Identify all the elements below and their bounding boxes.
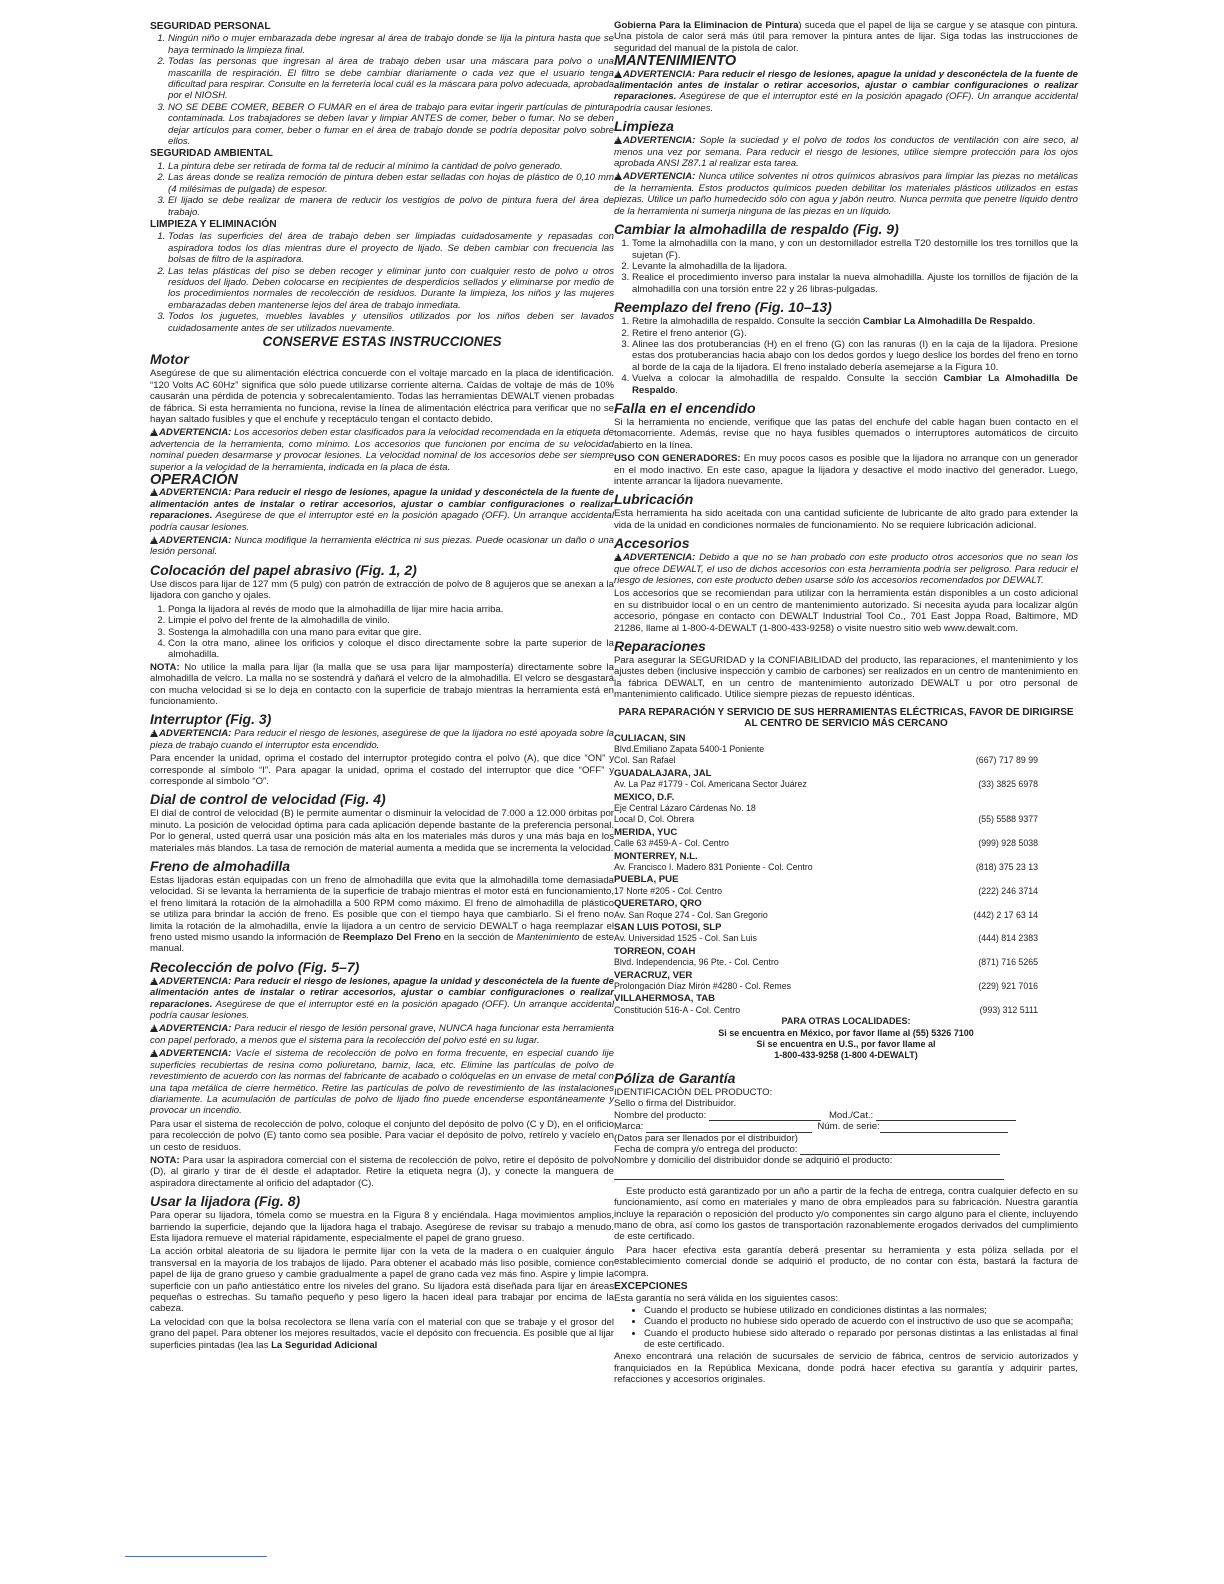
service-center-row [614, 862, 1078, 873]
marca-field[interactable] [646, 1123, 812, 1133]
papel-steps [150, 604, 614, 661]
cambiar-steps [614, 238, 1078, 295]
recoleccion-warning-1: !ADVERTENCIA: Para reducir el riesgo de lesiones, apague la unidad y desconéctela de la fuente de alimentación antes de instalar o retirar accesorios, ajustar o cambiar configuraciones o realizar reparaciones. Asegúrese de que el interruptor esté en la posición apagado (OFF). Un arranque accidental podría causar lesiones. [150, 976, 614, 1022]
limpieza-warning-1: !ADVERTENCIA: Sople la suciedad y el polvo de todos los conductos de ventilación con aire seco, al menos una vez por semana. Para reducir el riesgo de lesiones, utilice siempre protección para los ojos aprobada ANSI Z87.1 al realizar esta tarea. [614, 135, 1078, 169]
excepciones-list [614, 1305, 1078, 1351]
service-center-address: Av. La Paz #1779 - Col. Americana Sector Juárez [614, 779, 807, 790]
falla-paragraph: Si la herramienta no enciende, verifique que las patas del enchufe del cable hagan buen contacto en el tomacorriente. Además, revise que no haya fusibles quemados o interruptores automáticos de circuito abierto en la línea. [614, 416, 1078, 451]
service-center-phone: (33) 3825 6978 [978, 779, 1038, 790]
poliza-nombre-row: Nombre del producto: Mod./Cat.: [614, 1110, 1078, 1121]
service-center-address: Blvd.Emiliano Zapata 5400-1 Poniente [614, 743, 765, 754]
warning-icon [150, 1024, 158, 1032]
service-center-address: Eje Central Lázaro Cárdenas No. 18 [614, 802, 756, 813]
service-center [614, 922, 1078, 945]
warning-icon [614, 553, 622, 561]
service-center-row [614, 910, 1078, 921]
dial-paragraph: El dial de control de velocidad (B) le permite aumentar o disminuir la velocidad de 7.000 a 12.000 órbitas por minuto. La posición de velocidad óptima para cada aplicación depende bastante de la preferencia personal. Por lo general, usted querrá usar una posición más alta en los materiales más duros y una más baja en los materiales más blandos. La tasa de remoción de material aumenta a medida que se incrementa la velocidad. [150, 808, 614, 854]
service-center [614, 993, 1078, 1016]
operacion-warning-2: !ADVERTENCIA: Nunca modifique la herramienta eléctrica ni sus piezas. Puede ocasionar un daño o una lesión personal. [150, 535, 614, 558]
service-center-city: MONTERREY, N.L. [614, 850, 698, 862]
motor-heading: Motor [150, 351, 189, 368]
mod-cat-field[interactable] [876, 1111, 1016, 1121]
service-center-phone: (442) 2 17 63 14 [973, 909, 1038, 920]
accesorios-heading: Accesorios [614, 535, 690, 552]
service-center [614, 827, 1078, 850]
service-center-address: 17 Norte #205 - Col. Centro [614, 885, 723, 896]
interruptor-paragraph: Para encender la unidad, oprima el costado del interruptor protegido contra el polvo (A), que dice “ON” y corresponde al símbolo “I”. Para apagar la unidad, oprima el costado del interruptor que dice “OFF” y corresponde al símbolo “O”. [150, 753, 614, 787]
service-center-city: VERACRUZ, VER [614, 969, 693, 981]
recoleccion-warning-2: !ADVERTENCIA: Para reducir el riesgo de lesión personal grave, NUNCA haga funcionar esta herramienta con papel perforado, a menos que el sistema para la recolección del polvo esté en su lugar. [150, 1023, 614, 1046]
list-item: 1. La pintura debe ser retirada de forma tal de reducir al mínimo la cantidad de polvo generado. [168, 161, 614, 172]
poliza-fecha-row: Fecha de compra y/o entrega del producto: [614, 1144, 1078, 1155]
service-center-address: Av. Universidad 1525 - Col. San Luis [614, 933, 757, 944]
limpieza-heading: Limpieza [614, 118, 674, 135]
usar-paragraph-3: La velocidad con que la bolsa recolectora se llena varía con el material con que se trabaje y el grosor del grano del papel. Para obtener los mejores resultados, vacíe el depósito con frecuencia. Es posible que al lijar superficies pintadas (lea las La Seguridad Adicional [150, 1316, 614, 1351]
service-center [614, 874, 1078, 897]
mantenimiento-warning: !ADVERTENCIA: Para reducir el riesgo de lesiones, apague la unidad y desconéctela de la fuente de alimentación antes de instalar o retirar accesorios, ajustar o cambiar configuraciones o realizar reparaciones. Asegúrese de que el interruptor esté en la posición apagado (OFF). Un arranque accidental podría causar lesiones. [614, 69, 1078, 115]
limpieza-warning-2: !ADVERTENCIA: Nunca utilice solventes ni otros químicos abrasivos para limpiar las piezas no metálicas de la herramienta. Estos productos químicos pueden debilitar los materiales plásticos utilizados en estas piezas. Utilice un paño humedecido sólo con agua y jabón neutro. Nunca permita que penetre líquido dentro de la herramienta ni sumerja ninguna de las piezas en un líquido. [614, 171, 1078, 217]
continuation-paragraph: Gobierna Para la Eliminacion de Pintura) suceda que el papel de lija se cargue y se atasque con pintura. Una pistola de calor será más útil para remover la pintura antes de lijar. Siga todas las instrucciones de seguridad del manual de la pistola de calor. [614, 20, 1078, 54]
service-center-city: QUERETARO, QRO [614, 898, 702, 910]
accesorios-paragraph: Los accesorios que se recomiendan para utilizar con la herramienta están disponibles a un costo adicional en su distribuidor local o en un centro de mantenimiento autorizado. Si necesita ayuda para localizar algún accesorio, póngase en contacto con DEWALT Industrial Tool Co., 701 East Joppa Road, Baltimore, MD 21286, llame al 1-800-4-DEWALT (1-800-433-9258) o visite nuestro sitio web www.dewalt.com. [614, 588, 1078, 634]
list-item: 2. Limpie el polvo del frente de la almohadilla de vinilo. [168, 615, 614, 626]
service-center-row [614, 838, 1078, 849]
service-center-city: CULIACAN, SIN [614, 732, 686, 744]
excepciones-heading: EXCEPCIONES [614, 1280, 688, 1292]
garantia-paragraph-1: Este producto está garantizado por un año a partir de la fecha de entrega, contra cualquier defecto en su funcionamiento, así como en materiales y mano de obra empleados para su fabricación. Nuestra garantía incluye la reparación o reposición del producto y/o componentes sin cargo alguno para el cliente, incluyendo mano de obra, así como los gastos de transportación razonablemente erogados derivados del cumplimiento de este certificado. [614, 1185, 1078, 1243]
poliza-datos: (Datos para ser llenados por el distribuidor) [614, 1132, 798, 1144]
service-center-address: Av. Francisco I. Madero 831 Poniente - Col. Centro [614, 861, 813, 872]
reparaciones-heading: Reparaciones [614, 638, 706, 655]
poliza-id: IDENTIFICACIÓN DEL PRODUCTO: [614, 1086, 773, 1098]
warning-icon [150, 977, 158, 985]
list-item: 2. Las áreas donde se realiza remoción de pintura deben estar selladas con hojas de plástico de 0,10 mm (4 milésimas de pulgada) de espesor. [168, 172, 614, 195]
recoleccion-warning-3: !ADVERTENCIA: Vacíe el sistema de recolección de polvo en forma frecuente, en especial cuando lije superficies recubiertas de resina como poliuretano, barniz, laca, etc. Elimine las partículas de polvo de revestimiento de acuerdo con las normas del fabricante de acabado o colóquelas en un envase de metal con una tapa metálica de cierre hermético. Retire las partículas de polvo de revestimiento de las instalaciones diariamente. La acumulación de partículas de polvo de lijado fino puede encenderse espontáneamente y provocar un incendio. [150, 1048, 614, 1116]
usar-paragraph-1: Para operar su lijadora, tómela como se muestra en la Figura 8 y enciéndala. Haga movimientos amplios, barriendo la superficie, dejando que la lijadora haga el trabajo. Asegúrese de revisar su trabajo a menudo. Esta lijadora remueve el material rápidamente, especialmente el papel de grano grueso. [150, 1210, 614, 1244]
service-centers-list [614, 733, 1078, 1017]
service-center-row [614, 755, 1078, 766]
poliza-marca-row: Marca: Núm. de serie: [614, 1121, 1078, 1132]
poliza-sello: Sello o firma del Distribuidor. [614, 1098, 737, 1110]
service-center-city: PUEBLA, PUE [614, 874, 679, 886]
domicilio-field[interactable] [614, 1179, 1004, 1180]
service-center-city: GUADALAJARA, JAL [614, 767, 712, 779]
service-center [614, 970, 1078, 993]
service-center [614, 946, 1078, 969]
papel-nota: NOTA: No utilice la malla para lijar (la malla que se usa para lijar mampostería) directamente sobre la almohadilla de velcro. La malla no se sostendrá y dañará el velcro de la almohadilla. El velcro se desgastará con mucha velocidad si se lo deja en contacto con la superficie de trabajo mientras la herramienta está en funcionamiento. [150, 661, 614, 707]
service-center-row [614, 957, 1078, 968]
list-item: 3. Todos los juguetes, muebles lavables y utensilios utilizados por los niños deben ser lavados cuidadosamente antes de ser utilizados nuevamente. [168, 311, 614, 334]
service-center-city: VILLAHERMOSA, TAB [614, 993, 716, 1005]
warning-icon [150, 488, 158, 496]
service-center-address: Calle 63 #459-A - Col. Centro [614, 838, 729, 849]
service-center-phone: (55) 5588 9377 [978, 814, 1038, 825]
warning-icon [150, 536, 158, 544]
service-center-address: Prolongación Díaz Mirón #4280 - Col. Remes [614, 981, 791, 992]
service-center-city: MEXICO, D.F. [614, 791, 675, 803]
list-item: 4. Con la otra mano, alinee los orificios y coloque el disco directamente sobre la parte superior de la almohadilla. [168, 638, 614, 661]
list-item: 2. Levante la almohadilla de la lijadora. [632, 261, 1078, 272]
excepciones-intro: Esta garantía no será válida en los siguientes casos: [614, 1293, 838, 1305]
warning-icon [614, 172, 622, 180]
service-center-row [614, 1005, 1078, 1016]
otras-localidades: PARA OTRAS LOCALIDADES: [781, 1016, 911, 1027]
service-center-address: Local D, Col. Obrera [614, 814, 695, 825]
service-center-row [614, 886, 1078, 897]
service-center [614, 898, 1078, 921]
list-item: 4. Vuelva a colocar la almohadilla de respaldo. Consulte la sección Cambiar La Almohadilla De Respaldo. [632, 373, 1078, 396]
reemplazo-freno-heading: Reemplazo del freno (Fig. 10–13) [614, 299, 832, 316]
list-item: 3. Realice el procedimiento inverso para instalar la nueva almohadilla. Ajuste los tornillos de fijación de la almohadilla con una torsión entre 22 y 26 libras-pulgadas. [632, 272, 1078, 295]
recoleccion-heading: Recolección de polvo (Fig. 5–7) [150, 958, 360, 975]
dial-heading: Dial de control de velocidad (Fig. 4) [150, 791, 386, 808]
num-serie-field[interactable] [880, 1123, 1008, 1133]
nombre-producto-field[interactable] [709, 1111, 821, 1121]
service-center-phone: (818) 375 23 13 [975, 861, 1038, 872]
poliza-domicilio: Nombre y domicilio del distribuidor donde se adquirió el producto: [614, 1155, 893, 1167]
lubricacion-paragraph: Esta herramienta ha sido aceitada con una cantidad suficiente de lubricante de alto grado para extender la vida de la unidad en condiciones normales de funcionamiento. No se requiere lubricación adicional. [614, 508, 1078, 531]
garantia-paragraph-2: Para hacer efectiva esta garantía deberá presentar su herramienta y esta póliza sellada por el establecimiento comercial donde se adquirió el producto, de no contar con ésta, bastará la factura de compra. [614, 1244, 1078, 1279]
service-center-phone: (999) 928 5038 [978, 838, 1038, 849]
list-item: 1. Ponga la lijadora al revés de modo que la almohadilla de lijar mire hacia arriba. [168, 604, 614, 615]
service-center-phone: (993) 312 5111 [979, 1004, 1038, 1015]
list-item: 3. Sostenga la almohadilla con una mano para evitar que gire. [168, 627, 614, 638]
list-item: 1. Tome la almohadilla con la mano, y con un destornillador estrella T20 destornille los tres tornillos que la sujetan (F). [632, 238, 1078, 261]
papel-intro: Use discos para lijar de 127 mm (5 pulg) con patrón de extracción de polvo de 8 agujeros que se anexan a la lijadora con gancho y ojales. [150, 578, 614, 602]
service-center-address: Col. San Rafael [614, 755, 676, 766]
service-center [614, 792, 1078, 826]
warning-icon [150, 428, 158, 436]
list-item: • Cuando el producto se hubiese utilizado en condiciones distintas a las normales; [644, 1305, 1078, 1316]
usar-lijadora-heading: Usar la lijadora (Fig. 8) [150, 1193, 301, 1210]
right-column [614, 20, 1078, 1388]
interruptor-heading: Interruptor (Fig. 3) [150, 711, 272, 728]
service-center-phone: (667) 717 89 99 [975, 755, 1038, 766]
papel-abrasivo-heading: Colocación del papel abrasivo (Fig. 1, 2) [150, 561, 417, 578]
seg-ambiental-list [150, 161, 614, 218]
seg-ambiental-heading: SEGURIDAD AMBIENTAL [150, 148, 273, 160]
service-center-city: MERIDA, YUC [614, 826, 678, 838]
motor-warning: !ADVERTENCIA: Los accesorios deben estar clasificados para la velocidad recomendada en la etiqueta de advertencia de la herramienta, como mínimo. Los accesorios que funcionen por encima de su velocidad nominal pueden desarmarse y provocar lesiones. La velocidad nominal de los accesorios debe ser siempre superior a la velocidad de la herramienta, indicada en la placa de ésta. [150, 427, 614, 473]
freno-heading: Freno de almohadilla [150, 858, 291, 874]
service-center-address: Constitución 516-A - Col. Centro [614, 1004, 741, 1015]
poliza-heading: Póliza de Garantía [614, 1069, 736, 1086]
service-center [614, 768, 1078, 791]
service-centers-title: PARA REPARACIÓN Y SERVICIO DE SUS HERRAMIENTAS ELÉCTRICAS, FAVOR DE DIRIGIRSE AL CENTRO DE SERVICIO MÁS CERCANO [618, 706, 1074, 730]
service-center-row [614, 779, 1078, 790]
recoleccion-nota: NOTA: Para usar la aspiradora comercial con el sistema de recolección de polvo, retire el depósito de polvo (D), al girarlo y tirar de él desde el adaptador. Retire la etiqueta negra (J), y conecte la manguera de aspiradora directamente al orificio del adaptador (C). [150, 1154, 614, 1189]
lubricacion-heading: Lubricación [614, 491, 694, 508]
service-center-address: Blvd. Independencia, 96 Pte. - Col. Centro [614, 957, 779, 968]
warning-icon [614, 70, 622, 78]
service-center-row [614, 814, 1078, 825]
operacion-warning-1: !ADVERTENCIA: Para reducir el riesgo de lesiones, apague la unidad y desconéctela de la fuente de alimentación antes de instalar o retirar accesorios, ajustar o cambiar configuraciones o realizar reparaciones. Asegúrese de que el interruptor esté en la posición apagado (OFF). Un arranque accidental podría causar lesiones. [150, 487, 614, 533]
left-column [150, 20, 614, 1353]
anexo-paragraph: Anexo encontrará una relación de sucursales de servicio de fábrica, centros de servicio autorizados y franquiciados en la República Mexicana, donde podrá hacer efectiva su garantía y adquirir partes, refacciones y accesorios originales. [614, 1351, 1078, 1386]
falla-heading: Falla en el encendido [614, 399, 756, 416]
operacion-heading: OPERACIÓN [150, 472, 238, 489]
motor-paragraph: Asegúrese de que su alimentación eléctrica concuerde con el voltaje marcado en la placa de identificación. “120 Volts AC 60Hz” significa que sólo puede utilizarse corriente alterna. Caídas de voltaje de más de 10% causarán una pérdida de potencia y sobrecalentamiento. Todas las herramientas DEWALT vienen probadas de fábrica. Si esta herramienta no funciona, revise la línea de alimentación eléctrica para verificar que no se hayan saltado fusibles y que el enchufe y receptáculo tengan el contacto debido. [150, 368, 614, 425]
conserve-heading: CONSERVE ESTAS INSTRUCCIONES [262, 333, 502, 349]
list-item: 3. NO SE DEBE COMER, BEBER O FUMAR en el área de trabajo para evitar ingerir partículas de pintura contaminada. Los trabajadores se deben lavar y limpiar ANTES de comer, beber o fumar. No se deben dejar artículos para comer, beber o fumar en el área de trabajo donde se podría depositar polvo sobre ellos. [168, 102, 614, 148]
service-center-phone: (229) 921 7016 [978, 981, 1038, 992]
service-center-city: TORREON, COAH [614, 945, 696, 957]
service-center-phone: (222) 246 3714 [978, 885, 1038, 896]
list-item: 1. Ningún niño o mujer embarazada debe ingresar al área de trabajo donde se lija la pintura hasta que se haya terminado la limpieza final. [168, 33, 614, 56]
accesorios-warning: !ADVERTENCIA: Debido a que no se han probado con este producto otros accesorios que no sean los que ofrece DEWALT, el uso de dichos accesorios con esta herramienta podría ser peligroso. Para reducir el riesgo de lesiones, con este producto deben usarse sólo los accesorios recomendados por DEWALT. [614, 552, 1078, 586]
freno-paragraph: Estas lijadoras están equipadas con un freno de almohadilla que evita que la almohadilla tome demasiada velocidad. Si se levanta la herramienta de la superficie de trabajo mientras el motor está en funcionamiento, el freno limitará la rotación de la almohadilla a 500 RPM como máximo. El freno de almohadilla de plástico se utiliza para brindar la acción de freno. Es posible que con el tiempo haya que cambiarlo. Si el freno no limita la rotación de la almohadilla, envíe la lijadora a un centro de servicio DEWALT o haga reemplazar el freno usted mismo usando la información de Reemplazo Del Freno en la sección de Mantenimiento de este manual. [150, 875, 614, 955]
us-phone-label: Si se encuentra en U.S., por favor llame al [756, 1039, 936, 1050]
warning-icon [614, 136, 622, 144]
service-center [614, 851, 1078, 874]
warning-icon [150, 1049, 158, 1057]
service-center-row [614, 933, 1078, 944]
list-item: 3. El lijado se debe realizar de manera de reducir los vestigios de polvo de pintura fuera del área de trabajo. [168, 195, 614, 218]
mantenimiento-heading: MANTENIMIENTO [614, 53, 737, 70]
limpieza-eliminacion-heading: LIMPIEZA Y ELIMINACIÓN [150, 218, 277, 230]
cambiar-almohadilla-heading: Cambiar la almohadilla de respaldo (Fig. 9) [614, 221, 899, 238]
list-item: • Cuando el producto hubiese sido alterado o reparado por personas distintas a las enlistadas al final de este certificado. [644, 1328, 1078, 1351]
reparaciones-paragraph: Para asegurar la SEGURIDAD y la CONFIABILIDAD del producto, las reparaciones, el mantenimiento y los ajustes deben (inclusive inspección y cambio de carbones) ser realizados en un centro de mantenimiento en la fábrica DEWALT, en un centro de mantenimiento autorizado DEWALT u por otro personal de mantenimiento calificado. Utilice siempre piezas de repuesto idénticas. [614, 655, 1078, 701]
warning-icon [150, 729, 158, 737]
usar-paragraph-2: La acción orbital aleatoria de su lijadora le permite lijar con la veta de la madera o en cualquier ángulo transversal en la mayoría de los trabajos de lijado. Para obtener el acabado más liso posible, comience con papel de lija de grano grueso y cambie gradualmente a papel de grano cada vez más fino. Aspire y limpie la superficie con un paño antiestático entre los niveles del grano. Su lijadora está diseñada para lijar en áreas pequeñas o estrechas. Su tamaño pequeño y peso ligero la hacen ideal para trabajar por encima de la cabeza. [150, 1246, 614, 1315]
list-item: • Cuando el producto no hubiese sido operado de acuerdo con el instructivo de uso que se acompaña; [644, 1316, 1078, 1327]
service-center-phone: (444) 814 2383 [978, 933, 1038, 944]
limpieza-list [150, 231, 614, 334]
seg-personal-heading: SEGURIDAD PERSONAL [150, 21, 271, 32]
service-center-phone: (871) 716 5265 [978, 957, 1038, 968]
fecha-compra-field[interactable] [800, 1145, 1000, 1155]
list-item: 2. Retire el freno anterior (G). [632, 328, 1078, 339]
reemplazo-steps [614, 316, 1078, 396]
service-center-city: SAN LUIS POTOSI, SLP [614, 922, 722, 933]
list-item: 3. Alinee las dos protuberancias (H) en el freno (G) con las ranuras (I) en la caja de la lijadora. Presione estas dos protuberancias hacia abajo con los dedos gordos y luego deslice los bordes del freno en torno al borde de la caja de la lijadora. El freno instalado debería asemejarse a la Figura 10. [632, 339, 1078, 373]
list-item: 1. Todas las superficies del área de trabajo deben ser limpiadas cuidadosamente y repasadas con aspiradora todos los días mientras dure el proyecto de lijado. Se deben cambiar con frecuencia las bolsas de filtro de la aspiradora. [168, 231, 614, 265]
list-item: 2. Las telas plásticas del piso se deben recoger y eliminar junto con cualquier resto de polvo u otros residuos del lijado. Deben colocarse en recipientes de desperdicios sellados y eliminarse por medio de los procedimientos normales de recolección de residuos. Durante la limpieza, los niños y las mujeres embarazadas deben mantenerse lejos del área de trabajo inmediata. [168, 266, 614, 312]
list-item: 1. Retire la almohadilla de respaldo. Consulte la sección Cambiar La Almohadilla De Respaldo. [632, 316, 1078, 327]
service-center-address: Av. San Roque 274 - Col. San Gregorio [614, 909, 768, 920]
service-center [614, 733, 1078, 767]
service-center-row [614, 981, 1078, 992]
mexico-phone: Si se encuentra en México, por favor llame al (55) 5326 7100 [718, 1027, 974, 1038]
seg-personal-list [150, 33, 614, 147]
interruptor-warning: !ADVERTENCIA: Para reducir el riesgo de lesiones, asegúrese de que la lijadora no esté apoyada sobre la pieza de trabajo cuando el interruptor esta encendido. [150, 728, 614, 751]
list-item: 2. Todas las personas que ingresan al área de trabajo deben usar una máscara para polvo o una mascarilla de respiración. El filtro se debe cambiar diariamente o cada vez que el usuario tenga dificultad para respirar. Consulte en la ferretería local cuál es la máscara para polvo adecuada, aprobada por el NIOSH. [168, 56, 614, 102]
generadores-paragraph: USO CON GENERADORES: En muy pocos casos es posible que la lijadora no arranque con un generador en el modo inactivo. En este caso, apague la lijadora y desactive el modo inactivo del generador. Luego, intente arrancar la lijadora nuevamente. [614, 453, 1078, 487]
us-phone: 1-800-433-9258 (1-800 4-DEWALT) [774, 1050, 918, 1061]
footer-link-line [125, 1556, 267, 1557]
recoleccion-paragraph: Para usar el sistema de recolección de polvo, coloque el conjunto del depósito de polvo (C y D), en el orificio para recolección de polvo (E) tanto como sea posible. Para vaciar el depósito de polvo, retírelo y vacíelo en un cesto de residuos. [150, 1118, 614, 1153]
